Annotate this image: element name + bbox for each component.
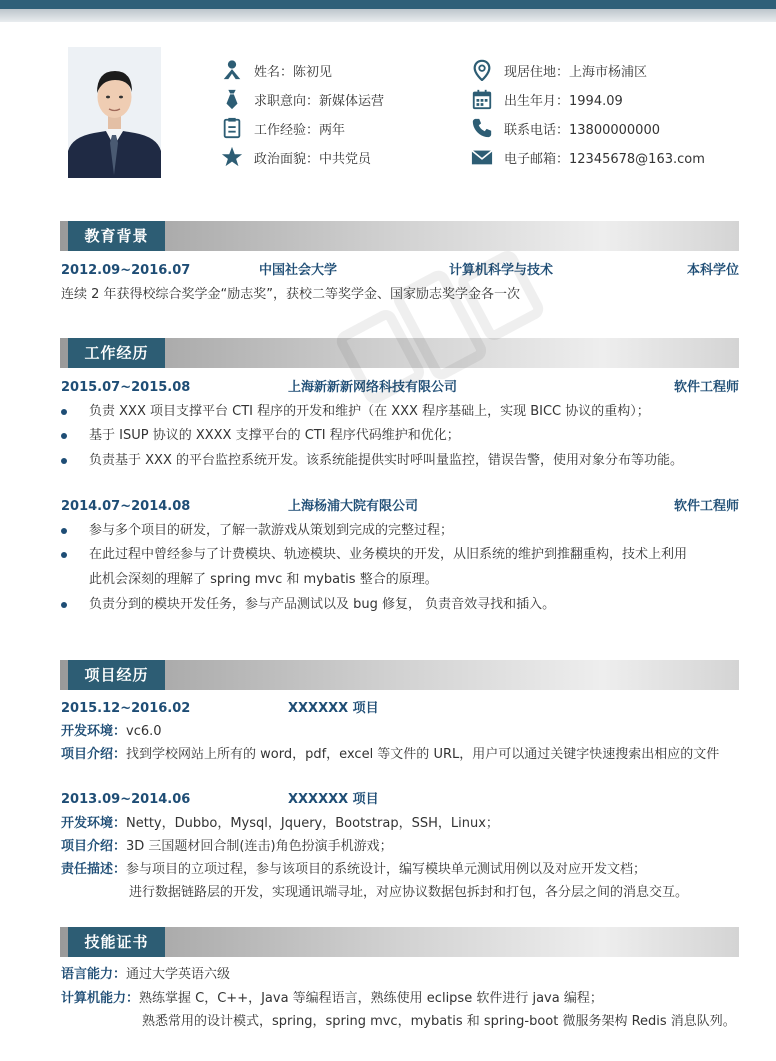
job-2-company: 上海杨浦大院有限公司 [288,499,419,514]
skills-language-row [61,966,230,984]
top-banner [0,0,776,22]
project-2-duty-2: 进行数据链路层的开发，实现通讯端寻址，对应协议数据包拆封和打包，各分层之间的消息交互。 [129,885,689,900]
profile-political: 政治面貌：中共党员 [254,151,372,167]
profile-name: 姓名：陈初见 [254,64,333,80]
project-2-intro-row [61,838,393,856]
bullet-dot [61,602,67,608]
bullet-dot [61,409,67,415]
phone-icon [470,116,494,140]
education-date: 2012.09~2016.07 [61,263,191,278]
project-2-intro-label: 项目介绍： [61,839,127,854]
profile-birth: 出生年月：1994.09 [504,93,623,109]
project-2-env: Netty，Dubbo，Mysql，Jquery，Bootstrap，SSH，Linux； [126,816,499,831]
profile-political-row [220,145,371,169]
work-section-title: 工作经历 [68,338,165,368]
calendar-icon [470,87,494,111]
project-2-env-row [61,815,499,833]
profile-experience: 工作经验：两年 [254,122,346,138]
star-icon [220,145,244,169]
skills-computer-row [61,990,603,1008]
job-1-date: 2015.07~2015.08 [61,380,191,395]
tie-icon [220,87,244,111]
project-2-name: XXXXXX 项目 [288,792,379,807]
profile-name-row [220,58,332,82]
education-section-header [60,221,739,251]
profile-phone-row [470,116,660,140]
education-note: 连续 2 年获得校综合奖学金“励志奖”，获校二等奖学金、国家励志奖学金各一次 [61,287,521,302]
project-1-env-row [61,723,162,741]
skills-computer-1: 熟练掌握 C，C++，Java 等编程语言，熟练使用 eclipse 软件进行 java 编程； [139,991,603,1006]
job-1-bullet-3: 负责基于 XXX 的平台监控系统开发。该系统能提供实时呼叫量监控，错误告警，使用对象分布等功能。 [89,453,683,468]
education-section-title: 教育背景 [68,221,165,251]
profile-email: 电子邮箱：12345678@163.com [504,151,705,167]
education-degree: 本科学位 [686,263,739,278]
project-1-intro: 找到学校网站上所有的 word，pdf，excel 等文件的 URL，用户可以通过关键字快速搜索出相应的文件 [126,747,720,762]
project-1-env: vc6.0 [126,724,162,739]
education-major: 计算机科学与技术 [449,263,554,278]
project-2-duty-row [61,861,646,879]
skills-computer-label: 计算机能力： [61,991,140,1006]
skills-language-label: 语言能力： [61,967,127,982]
clipboard-icon [220,116,244,140]
project-1-intro-row [61,746,719,764]
bullet-dot [61,552,67,558]
project-2-duty-label: 责任描述： [61,862,127,877]
job-2-bullet-2-continued: 此机会深刻的理解了 spring mvc 和 mybatis 整合的原理。 [89,572,438,587]
project-2-duty-1: 参与项目的立项过程，参与该项目的系统设计，编写模块单元测试用例以及对应开发文档； [126,862,647,877]
project-1-name: XXXXXX 项目 [288,701,379,716]
profile-birth-row [470,87,623,111]
envelope-icon [470,145,494,169]
skills-computer-2: 熟悉常用的设计模式，spring，spring mvc，mybatis 和 spring-boot 微服务架构 Redis 消息队列。 [142,1014,736,1029]
project-2-env-label: 开发环境： [61,816,127,831]
project-2-date: 2013.09~2014.06 [61,792,191,807]
profile-email-row [470,145,705,169]
job-1-bullet-1: 负责 XXX 项目支撑平台 CTI 程序的开发和维护（在 XXX 程序基础上，实现 BICC 协议的重构）； [89,404,650,419]
project-1-env-label: 开发环境： [61,724,127,739]
bullet-dot [61,528,67,534]
profile-objective: 求职意向：新媒体运营 [254,93,385,109]
location-pin-icon [470,58,494,82]
bullet-dot [61,433,67,439]
job-2-bullet-1: 参与多个项目的研发，了解一款游戏从策划到完成的完整过程； [89,523,454,538]
profile-residence-row [470,58,647,82]
job-2-bullet-3: 负责分到的模块开发任务，参与产品测试以及 bug 修复， 负责音效寻找和插入。 [89,597,556,612]
person-icon [220,58,244,82]
projects-section-title: 项目经历 [68,660,165,690]
job-2-date: 2014.07~2014.08 [61,499,191,514]
education-school: 中国社会大学 [259,263,338,278]
skills-section-title: 技能证书 [68,927,165,957]
job-1-bullet-2: 基于 ISUP 协议的 XXXX 支撑平台的 CTI 程序代码维护和优化； [89,428,460,443]
projects-section-header [60,660,739,690]
job-2-role: 软件工程师 [673,499,739,514]
project-1-intro-label: 项目介绍： [61,747,127,762]
project-1-date: 2015.12~2016.02 [61,701,191,716]
skills-section-header [60,927,739,957]
project-2-intro: 3D 三国题材回合制(连击)角色扮演手机游戏； [126,839,393,854]
profile-experience-row [220,116,345,140]
profile-residence: 现居住地：上海市杨浦区 [504,64,648,80]
profile-photo [68,47,161,178]
job-1-company: 上海新新新网络科技有限公司 [288,380,458,395]
profile-objective-row [220,87,384,111]
job-2-bullet-2: 在此过程中曾经参与了计费模块、轨迹模块、业务模块的开发，从旧系统的维护到推翻重构，技术上利用 [89,547,688,562]
skills-language: 通过大学英语六级 [126,967,231,982]
bullet-dot [61,458,67,464]
job-1-role: 软件工程师 [673,380,739,395]
profile-phone: 联系电话：13800000000 [504,122,660,138]
